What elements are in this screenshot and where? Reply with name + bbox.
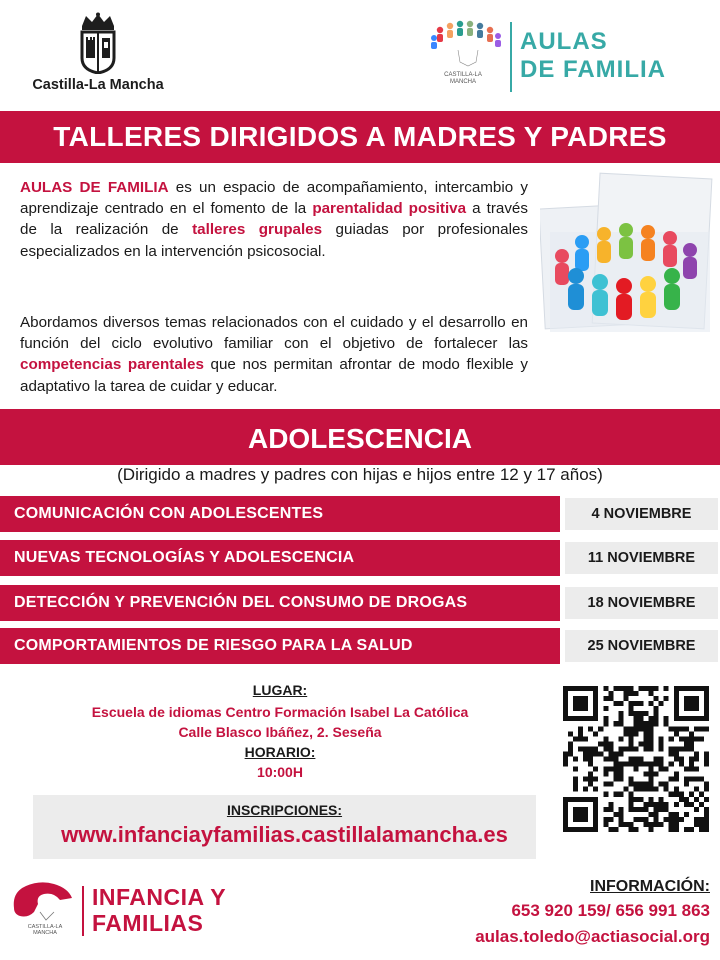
workshop-row: [0, 585, 720, 621]
aulas-de-familia-logo: [430, 20, 690, 100]
registration-label: INSCRIPCIONES:: [226, 802, 343, 818]
body-text: guiadas por profesionales especializados en la intervención psicosocial.: [20, 221, 528, 260]
info-label: INFORMACIÓN:: [590, 878, 710, 895]
aulas-small-caption: CASTILLA-LA MANCHA: [444, 72, 482, 85]
qr-code-icon[interactable]: [563, 686, 709, 832]
place-and-time: [30, 680, 530, 782]
highlighted-text: competencias parentales: [20, 356, 204, 374]
phone-numbers[interactable]: 653 920 159/ 656 991 863: [511, 901, 710, 920]
workshop-date: 4 NOVIEMBRE: [565, 498, 718, 530]
families-figures-photo: [540, 172, 715, 340]
workshop-title: COMUNICACIÓN CON ADOLESCENTES: [0, 496, 560, 532]
infancia-familias-silhouette-icon: [10, 878, 76, 922]
workshop-date: 18 NOVIEMBRE: [565, 587, 718, 619]
highlighted-text: parentalidad positiva: [312, 200, 467, 218]
aulas-title-line1: AULAS: [520, 28, 608, 55]
aulas-de-familia-figures-icon: [430, 20, 506, 70]
castilla-la-mancha-name: Castilla-La Mancha: [32, 77, 164, 93]
workshop-row: [0, 540, 720, 576]
intro-paragraph-1: [20, 177, 528, 262]
infancia-caption: CASTILLA-LA MANCHA: [27, 924, 63, 936]
aulas-title-line2: DE FAMILIA: [520, 56, 666, 83]
castilla-la-mancha-logo: [28, 12, 168, 102]
intro-paragraph-2: [20, 312, 528, 397]
place-line-2: Calle Blasco Ibáñez, 2. Seseña: [178, 724, 382, 740]
workshop-row: [0, 628, 720, 664]
body-text: a través de la realización de: [20, 200, 528, 239]
aulas-title: [520, 28, 666, 84]
castilla-la-mancha-crest-icon: [76, 12, 120, 74]
time-value: 10:00H: [257, 764, 303, 780]
place-line-1: Escuela de idiomas Centro Formación Isabel La Católica: [91, 704, 469, 720]
body-text: es un espacio de acompañamiento, intercambio y aprendizaje centrado en el fomento de la: [20, 179, 528, 218]
infancia-familias-logo: [10, 878, 250, 956]
workshop-title: DETECCIÓN Y PREVENCIÓN DEL CONSUMO DE DROGAS: [0, 585, 560, 621]
workshop-row: [0, 496, 720, 532]
body-text: que nos permitan afrontar de modo flexible y adaptativo la tarea de cuidar y educar.: [20, 356, 528, 395]
workshop-date: 25 NOVIEMBRE: [565, 630, 718, 662]
infancia-title-line1: INFANCIA Y: [92, 884, 227, 910]
registration-box: [33, 795, 536, 859]
workshop-title: NUEVAS TECNOLOGÍAS Y ADOLESCENCIA: [0, 540, 560, 576]
highlighted-text: talleres grupales: [192, 221, 323, 239]
time-label: HORARIO:: [244, 744, 316, 760]
section-subtitle: (Dirigido a madres y padres con hijas e hijos entre 12 y 17 años): [117, 465, 603, 484]
contact-info: [420, 876, 710, 950]
body-text: Abordamos diversos temas relacionados con el cuidado y el desarrollo en función del ciclo evolutivo familiar con el objetivo de fortalecer las: [20, 314, 528, 353]
main-banner-title: TALLERES DIRIGIDOS A MADRES Y PADRES: [0, 111, 720, 163]
infancia-title: [92, 884, 226, 936]
email-link[interactable]: aulas.toledo@actiasocial.org: [475, 927, 710, 946]
workshop-date: 11 NOVIEMBRE: [565, 542, 718, 574]
infancia-title-line2: FAMILIAS: [92, 910, 204, 936]
infancia-divider: [82, 886, 84, 936]
place-label: LUGAR:: [252, 682, 308, 698]
aulas-divider: [510, 22, 512, 92]
workshop-title: COMPORTAMIENTOS DE RIESGO PARA LA SALUD: [0, 628, 560, 664]
registration-url-link[interactable]: www.infanciayfamilias.castillalamancha.es: [61, 822, 508, 847]
highlighted-text: AULAS DE FAMILIA: [20, 179, 169, 196]
section-title: ADOLESCENCIA: [0, 409, 720, 465]
